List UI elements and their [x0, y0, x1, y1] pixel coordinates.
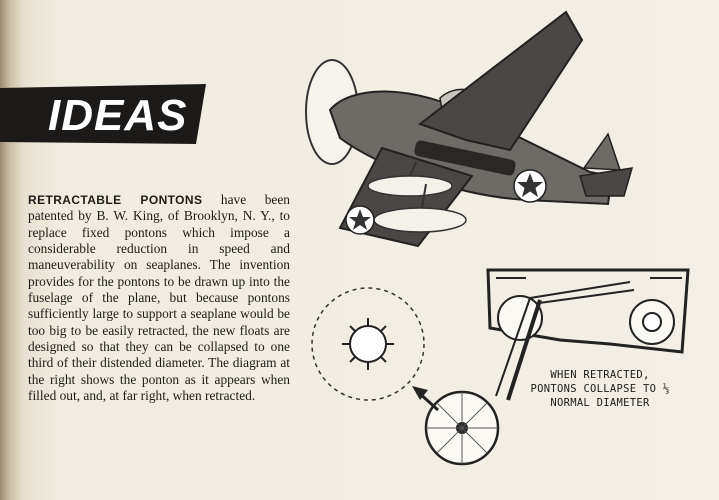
plane-upper-wing — [420, 12, 582, 150]
plane-fin — [584, 134, 620, 170]
caption-line-1: WHEN RETRACTED, — [550, 369, 650, 381]
article-body: have been patented by B. W. King, of Brooklyn, N. Y., to replace fixed pontons which impose a considerable reduction in speed and maneuverability on seaplanes. The invention provides for the pontons to be drawn up into the fuselage of the plane, but because pontons sufficiently large to support a seaplane would be too big to be easily retracted, the new floats are designed so that they can be collapsed to one third of their distended diameter. The diagram at the right shows the ponton as it appears when filled out, and, at far right, when retracted. — [28, 192, 290, 404]
diagram-caption — [520, 368, 680, 410]
ponton-upper — [368, 176, 452, 196]
caption-line-2: PONTONS COLLAPSE TO ⅓ — [530, 383, 670, 395]
banner-title: IDEAS — [48, 91, 188, 140]
article-lead: RETRACTABLE PONTONS — [28, 193, 203, 207]
ponton-lower — [374, 208, 466, 232]
collapsed-ponton-detail — [350, 326, 386, 362]
article-text — [28, 192, 290, 404]
illustration — [290, 0, 710, 500]
cross-section-diagram — [426, 270, 688, 464]
caption-line-3: NORMAL DIAMETER — [550, 397, 650, 409]
